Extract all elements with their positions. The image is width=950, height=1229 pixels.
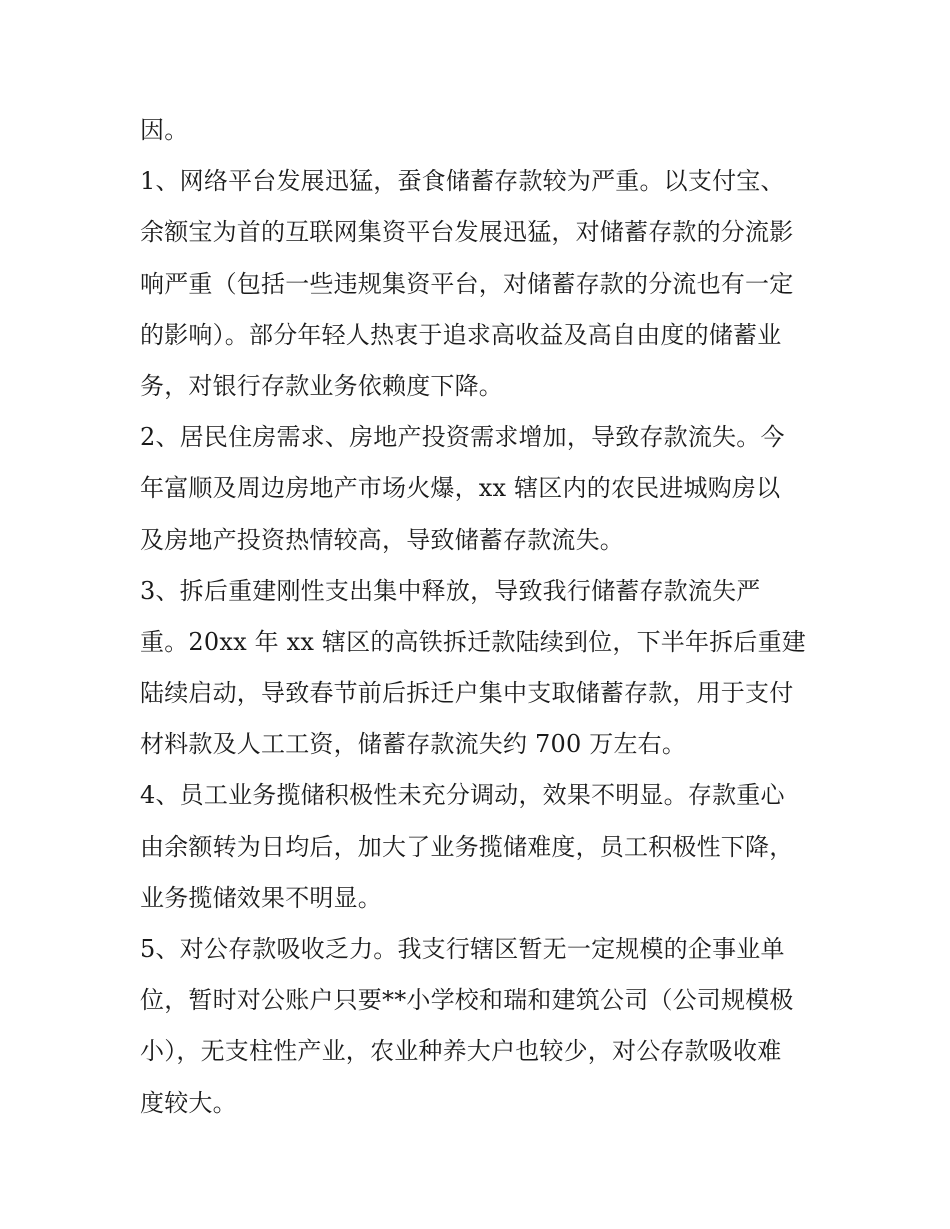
text-line-12: 陆续启动，导致春节前后拆迁户集中支取储蓄存款，用于支付	[140, 679, 794, 708]
text-line-7: 2、居民住房需求、房地产投资需求增加，导致存款流失。今	[140, 423, 785, 452]
text-line-15: 由余额转为日均后，加大了业务揽储难度，员工积极性下降，	[140, 832, 794, 861]
text-line-14: 4、员工业务揽储积极性未充分调动，效果不明显。存款重心	[140, 781, 785, 810]
text-line-6: 务，对银行存款业务依赖度下降。	[140, 371, 503, 400]
text-line-4: 响严重（包括一些违规集资平台，对储蓄存款的分流也有一定	[140, 269, 794, 298]
text-line-2: 1、网络平台发展迅猛，蚕食储蓄存款较为严重。以支付宝、	[140, 167, 785, 196]
text-line-13: 材料款及人工工资，储蓄存款流失约 700 万左右。	[140, 730, 687, 759]
text-line-8: 年富顺及周边房地产市场火爆，xx 辖区内的农民进城购房以	[140, 474, 781, 503]
text-line-3: 余额宝为首的互联网集资平台发展迅猛，对储蓄存款的分流影	[140, 218, 794, 247]
text-line-17: 5、对公存款吸收乏力。我支行辖区暂无一定规模的企事业单	[140, 935, 785, 963]
text-line-19: 小），无支柱性产业，农业种养大户也较少，对公存款吸收难	[140, 1037, 782, 1066]
text-line-11: 重。20xx 年 xx 辖区的高铁拆迁款陆续到位，下半年拆后重建	[140, 627, 806, 656]
text-line-1: 因。	[140, 116, 189, 144]
text-line-5: 的影响）。部分年轻人热衷于追求高收益及高自由度的储蓄业	[140, 320, 782, 349]
text-line-10: 3、拆后重建刚性支出集中释放，导致我行储蓄存款流失严	[140, 576, 761, 605]
document-body	[140, 105, 812, 1129]
text-line-20: 度较大。	[140, 1088, 237, 1117]
text-line-9: 及房地产投资热情较高，导致储蓄存款流失。	[140, 525, 624, 554]
text-line-18: 位，暂时对公账户只要**小学校和瑞和建筑公司（公司规模极	[140, 986, 794, 1015]
text-line-16: 业务揽储效果不明显。	[140, 883, 382, 912]
